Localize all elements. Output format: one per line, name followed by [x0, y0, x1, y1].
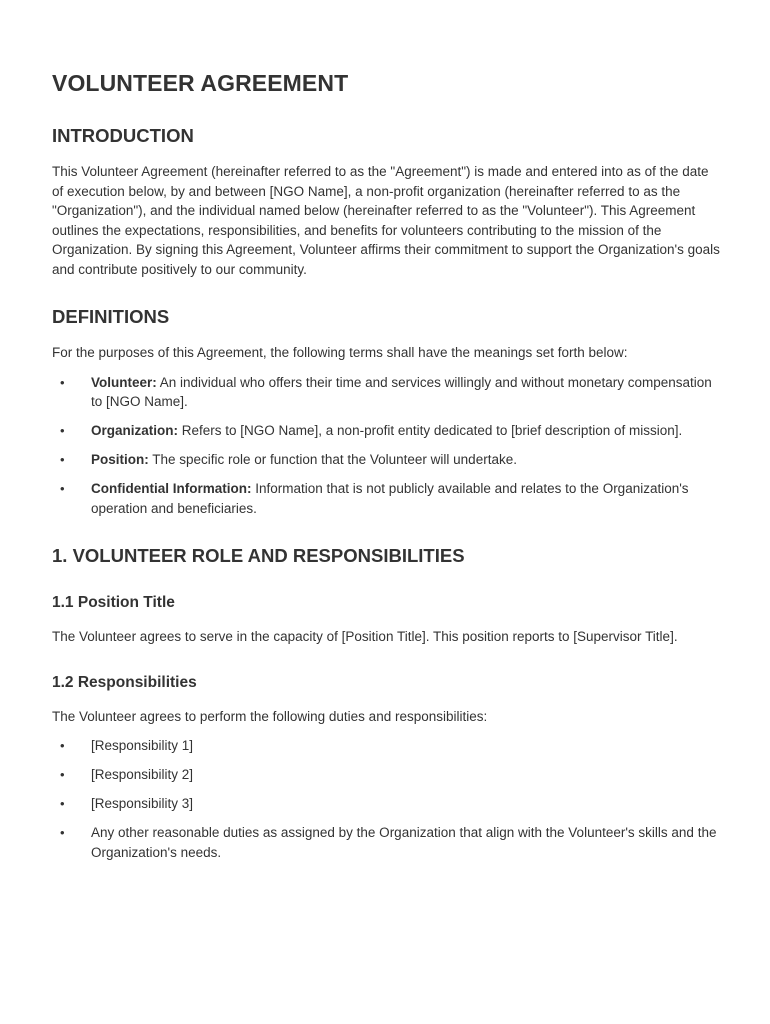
responsibility-text: Any other reasonable duties as assigned by the Organization that align with the Volunteer's skills and the Organization's needs. [91, 825, 717, 860]
list-item [52, 736, 720, 756]
responsibilities-list [52, 736, 720, 862]
definitions-list [52, 373, 720, 519]
bullet-icon: • [60, 374, 65, 390]
bullet-icon: • [60, 796, 65, 811]
responsibility-text: [Responsibility 1] [91, 738, 194, 753]
list-item [52, 421, 720, 441]
definition-term: Volunteer: [91, 374, 157, 390]
introduction-section [52, 125, 720, 279]
list-item [52, 794, 720, 814]
list-item [52, 765, 720, 785]
bullet-icon: • [60, 481, 65, 496]
introduction-text: This Volunteer Agreement (hereinafter referred to as the "Agreement") is made and entered into as of the date of execution below, by and between [NGO Name], a non-profit organization (hereinafter referred to as the "Organization"), and the individual named below (hereinafter referred to as the "Volunteer"). This Agreement outlines the expectations, responsibilities, and benefits for volunteers contributing to the mission of the Organization. By signing this Agreement, Volunteer affirms their commitment to support the Organization's goals and contribute positively to our community. [52, 164, 720, 277]
introduction-heading: INTRODUCTION [52, 125, 194, 146]
definition-term: Position: [91, 452, 149, 467]
list-item [52, 450, 720, 470]
position-title-text: The Volunteer agrees to serve in the capacity of [Position Title]. This position reports to [Supervisor Title]. [52, 629, 678, 644]
role-responsibilities-heading: 1. VOLUNTEER ROLE AND RESPONSIBILITIES [52, 545, 465, 566]
document-page [52, 70, 720, 862]
responsibilities-heading: 1.2 Responsibilities [52, 673, 197, 691]
list-item [52, 823, 720, 862]
role-responsibilities-section [52, 545, 720, 862]
definition-term: Organization: [91, 423, 178, 438]
definitions-intro: For the purposes of this Agreement, the following terms shall have the meanings set forth below: [52, 345, 628, 360]
list-item [52, 479, 720, 518]
bullet-icon: • [60, 423, 65, 438]
bullet-icon: • [60, 452, 65, 467]
definition-text: Information that is not publicly available and relates to the Organization's operation and beneficiaries. [91, 481, 689, 516]
definition-text: An individual who offers their time and services willingly and without monetary compensation to [NGO Name]. [91, 374, 712, 409]
definition-term: Confidential Information: [91, 481, 252, 496]
bullet-icon: • [60, 738, 65, 753]
definition-text: The specific role or function that the Volunteer will undertake. [148, 452, 517, 467]
definitions-section [52, 306, 720, 518]
responsibility-text: [Responsibility 3] [91, 796, 194, 811]
responsibilities-intro: The Volunteer agrees to perform the following duties and responsibilities: [52, 708, 488, 724]
bullet-icon: • [60, 825, 65, 840]
definitions-heading: DEFINITIONS [52, 306, 170, 327]
list-item [52, 373, 720, 412]
position-title-heading: 1.1 Position Title [52, 594, 175, 611]
bullet-icon: • [60, 767, 65, 782]
document-title: VOLUNTEER AGREEMENT [52, 70, 349, 96]
responsibility-text: [Responsibility 2] [91, 767, 194, 782]
definition-text: Refers to [NGO Name], a non-profit entity dedicated to [brief description of mission]. [178, 423, 683, 438]
